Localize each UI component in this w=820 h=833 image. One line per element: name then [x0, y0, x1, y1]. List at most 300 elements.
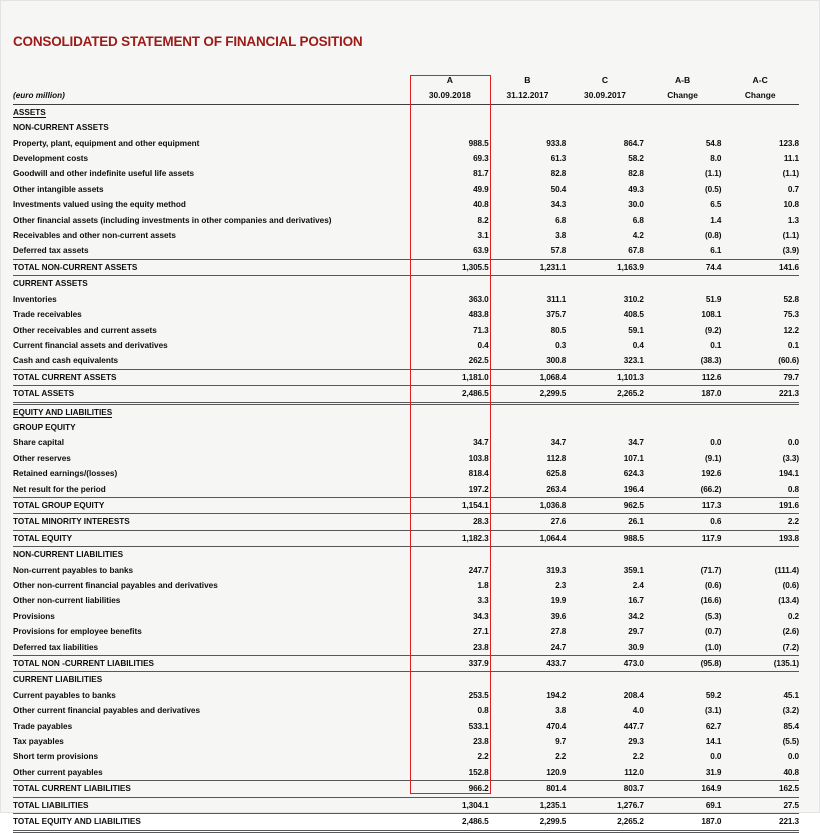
table-row	[13, 497, 799, 513]
row-value	[411, 420, 489, 435]
row-value: 63.9	[473, 246, 489, 256]
row-value: 0.1	[710, 340, 722, 350]
row-value	[644, 276, 722, 292]
table-row	[13, 578, 799, 593]
table-row	[13, 624, 799, 639]
row-value: 1.8	[477, 581, 489, 590]
table-row	[13, 656, 799, 672]
row-value: 2.2	[721, 514, 799, 530]
row-value: 3.8	[555, 706, 567, 716]
row-value: 408.5	[623, 310, 644, 320]
row-value: 80.5	[550, 325, 567, 335]
row-label: Other intangible assets	[13, 184, 104, 194]
row-value: 123.8	[779, 138, 799, 148]
row-value: 30.0	[628, 200, 644, 210]
row-value	[721, 547, 799, 563]
row-value	[566, 547, 644, 563]
row-value	[721, 120, 799, 135]
table-row	[13, 104, 799, 120]
row-value: 191.6	[721, 497, 799, 513]
row-value: 864.7	[623, 138, 644, 148]
table-row	[13, 451, 799, 466]
header-code-a: A	[446, 75, 453, 85]
table-row	[13, 213, 799, 228]
row-value: 34.7	[473, 438, 489, 448]
row-label: Other non-current financial payables and derivatives	[13, 581, 218, 590]
table-row	[13, 640, 799, 656]
row-value: 988.5	[566, 530, 644, 546]
table-row	[13, 466, 799, 481]
row-value: 1,182.3	[411, 530, 489, 546]
row-value: 71.3	[473, 325, 489, 335]
row-value: 27.8	[550, 627, 567, 637]
row-value: 3.8	[555, 231, 567, 241]
row-value: 27.6	[489, 514, 567, 530]
row-value: 2,265.2	[566, 814, 644, 831]
row-value: 323.1	[623, 356, 644, 366]
row-value: 1.4	[710, 215, 722, 225]
row-label: Development costs	[13, 154, 89, 164]
row-label: Other non-current liabilities	[13, 596, 121, 606]
row-value: 0.3	[555, 340, 567, 350]
row-value: 49.9	[473, 184, 489, 194]
row-value: 533.1	[468, 721, 489, 731]
row-label	[13, 403, 411, 420]
row-label-text: EQUITY AND LIABILITIES	[13, 407, 113, 417]
row-value	[644, 672, 722, 688]
row-value: 85.4	[783, 721, 799, 731]
row-value: (95.8)	[644, 656, 722, 672]
row-value: 3.1	[477, 231, 489, 241]
row-value	[721, 420, 799, 435]
row-label: TOTAL MINORITY INTERESTS	[13, 514, 411, 530]
row-value: 40.8	[473, 200, 489, 210]
row-value: 1,101.3	[566, 369, 644, 385]
row-value: 24.7	[550, 642, 567, 652]
row-label: Provisions	[13, 611, 55, 621]
table-row	[13, 136, 799, 151]
row-value: (3.9)	[782, 246, 799, 256]
row-value: (16.6)	[700, 596, 722, 606]
row-value: 16.7	[628, 596, 644, 606]
row-label: Current payables to banks	[13, 690, 116, 700]
row-value: (60.6)	[778, 356, 799, 366]
row-value: 310.2	[623, 294, 644, 304]
row-value: 34.7	[628, 438, 644, 448]
row-value: 193.8	[721, 530, 799, 546]
row-value: 62.7	[705, 721, 722, 731]
table-row	[13, 781, 799, 797]
row-value	[566, 276, 644, 292]
row-value: 194.2	[546, 690, 567, 700]
row-value: 196.4	[623, 484, 644, 494]
row-label: Other current payables	[13, 767, 103, 777]
row-value	[411, 547, 489, 563]
table-row	[13, 228, 799, 243]
row-value: 1,068.4	[489, 369, 567, 385]
row-value: 29.3	[628, 737, 644, 747]
row-value: 26.1	[566, 514, 644, 530]
row-value: 2.3	[555, 581, 567, 590]
row-value: 933.8	[546, 138, 567, 148]
row-label: Deferred tax liabilities	[13, 642, 99, 652]
row-value: 0.4	[477, 340, 489, 350]
row-label: Non-current payables to banks	[13, 565, 134, 575]
row-value	[489, 672, 567, 688]
header-code-c: C	[601, 75, 609, 85]
row-label: CURRENT LIABILITIES	[13, 675, 103, 685]
unit-label: (euro million)	[13, 88, 411, 104]
row-value: (3.1)	[705, 706, 722, 716]
row-value: 28.3	[411, 514, 489, 530]
row-value: 962.5	[566, 497, 644, 513]
row-value: 0.0	[710, 752, 722, 762]
row-value: 0.2	[787, 611, 799, 621]
row-value	[721, 104, 799, 120]
row-value: 8.0	[710, 154, 722, 164]
row-value: 625.8	[546, 469, 567, 479]
row-value: 253.5	[468, 690, 489, 700]
row-value: 2.2	[555, 752, 567, 762]
row-value: 112.6	[644, 369, 722, 385]
row-label: TOTAL CURRENT ASSETS	[13, 369, 411, 385]
table-row	[13, 609, 799, 624]
row-value: 1,231.1	[489, 259, 567, 275]
table-row	[13, 369, 799, 385]
table-row	[13, 749, 799, 764]
row-label	[13, 104, 411, 120]
row-value: 818.4	[468, 469, 489, 479]
row-value: 152.8	[468, 767, 489, 777]
row-value: 192.6	[701, 469, 722, 479]
row-value: (5.5)	[782, 737, 799, 747]
row-value: 966.2	[411, 781, 489, 797]
row-value: 74.4	[644, 259, 722, 275]
row-value: 34.2	[628, 611, 644, 621]
row-value	[489, 403, 567, 420]
row-value: (3.3)	[782, 453, 799, 463]
row-value: 40.8	[783, 767, 799, 777]
table-row	[13, 765, 799, 781]
row-value: 54.8	[705, 138, 722, 148]
row-value: 29.7	[628, 627, 644, 637]
row-value: (0.5)	[705, 184, 722, 194]
row-value: 0.0	[787, 438, 799, 448]
row-value	[411, 276, 489, 292]
header-date-a: 30.09.2018	[411, 88, 489, 104]
row-value: 81.7	[473, 169, 489, 179]
row-value: 3.3	[477, 596, 489, 606]
table-row	[13, 276, 799, 292]
row-value: 112.8	[546, 453, 567, 463]
row-value: 2,486.5	[411, 814, 489, 831]
table-row	[13, 593, 799, 608]
row-value: 39.6	[550, 611, 567, 621]
table-row	[13, 353, 799, 369]
table-row	[13, 403, 799, 420]
row-value: 624.3	[623, 469, 644, 479]
row-value: 337.9	[411, 656, 489, 672]
row-value: 483.8	[468, 310, 489, 320]
row-value: (0.7)	[705, 627, 722, 637]
row-label: GROUP EQUITY	[13, 422, 76, 432]
row-value: (13.4)	[778, 596, 799, 606]
row-value: (0.8)	[705, 231, 722, 241]
row-value: (1.1)	[705, 169, 722, 179]
header-code-row	[13, 73, 799, 88]
row-value: 117.9	[644, 530, 722, 546]
row-value: 34.3	[550, 200, 567, 210]
row-value: 103.8	[468, 453, 489, 463]
row-value: 0.8	[477, 706, 489, 716]
row-label: Inventories	[13, 294, 57, 304]
table-row	[13, 420, 799, 435]
table-row	[13, 814, 799, 831]
row-label: Cash and cash equivalents	[13, 356, 119, 366]
row-label: TOTAL EQUITY	[13, 530, 411, 546]
row-value	[644, 120, 722, 135]
row-value: 120.9	[546, 767, 567, 777]
table-row	[13, 530, 799, 546]
row-value: (9.2)	[705, 325, 722, 335]
row-value: 433.7	[489, 656, 567, 672]
row-value: 2,265.2	[566, 386, 644, 403]
row-value: 57.8	[550, 246, 567, 256]
row-value: (135.1)	[721, 656, 799, 672]
row-label: Retained earnings/(losses)	[13, 469, 118, 479]
row-value: (3.2)	[782, 706, 799, 716]
row-value: 82.8	[550, 169, 567, 179]
row-value: 12.2	[783, 325, 799, 335]
row-value	[489, 120, 567, 135]
row-value: 11.1	[783, 154, 799, 164]
row-value: 1,304.1	[411, 797, 489, 813]
row-value: 34.3	[473, 611, 489, 621]
row-value	[566, 420, 644, 435]
row-value: 10.8	[783, 200, 799, 210]
row-label: Receivables and other non-current assets	[13, 231, 176, 241]
header-date-c: 30.09.2017	[566, 88, 644, 104]
row-value	[721, 672, 799, 688]
row-value: (9.1)	[705, 453, 722, 463]
row-value: 27.1	[473, 627, 489, 637]
row-value: 2,299.5	[489, 814, 567, 831]
row-value	[411, 120, 489, 135]
row-label: TOTAL GROUP EQUITY	[13, 497, 411, 513]
row-value: 108.1	[701, 310, 722, 320]
row-label: Investments valued using the equity method	[13, 200, 186, 210]
row-value: (1.1)	[782, 169, 799, 179]
row-value: 311.1	[546, 294, 567, 304]
table-header	[13, 73, 799, 104]
row-value	[566, 104, 644, 120]
row-label: Other financial assets (including investments in other companies and derivatives)	[13, 215, 332, 225]
row-value: (5.3)	[705, 611, 722, 621]
row-value: 473.0	[566, 656, 644, 672]
header-code-b: B	[524, 75, 531, 85]
row-value: (7.2)	[782, 642, 799, 652]
row-value: 801.4	[489, 781, 567, 797]
table-row	[13, 259, 799, 275]
row-value: 58.2	[628, 154, 644, 164]
table-row	[13, 120, 799, 135]
row-value	[489, 104, 567, 120]
row-value: 221.3	[721, 386, 799, 403]
table-body	[13, 104, 799, 831]
row-label: Other current financial payables and derivatives	[13, 706, 201, 716]
table-row	[13, 151, 799, 166]
row-label: Share capital	[13, 438, 64, 448]
row-value: 0.7	[787, 184, 799, 194]
page-title: CONSOLIDATED STATEMENT OF FINANCIAL POSITION	[13, 34, 363, 49]
row-value: 803.7	[566, 781, 644, 797]
row-value: (0.6)	[705, 581, 722, 590]
header-date-b: 31.12.2017	[489, 88, 567, 104]
row-value: (1.1)	[782, 231, 799, 241]
header-code-blank	[13, 73, 411, 88]
row-value: 0.0	[787, 752, 799, 762]
row-label: Trade payables	[13, 721, 73, 731]
row-label: TOTAL NON -CURRENT LIABILITIES	[13, 656, 411, 672]
row-value: 319.3	[546, 565, 567, 575]
row-value	[489, 276, 567, 292]
row-label: Trade receivables	[13, 310, 82, 320]
row-value: 447.7	[623, 721, 644, 731]
row-value: 263.4	[546, 484, 567, 494]
row-value: 0.8	[787, 484, 799, 494]
row-value: 1,154.1	[411, 497, 489, 513]
row-value: 69.1	[644, 797, 722, 813]
header-code-a-c: A-C	[752, 75, 768, 85]
row-label: Short term provisions	[13, 752, 99, 762]
row-value: 6.8	[632, 215, 644, 225]
row-value: 187.0	[644, 386, 722, 403]
row-value: 31.9	[705, 767, 722, 777]
row-label: Net result for the period	[13, 484, 106, 494]
row-value	[644, 104, 722, 120]
row-value: 45.1	[783, 690, 799, 700]
financial-position-table	[13, 73, 799, 833]
row-value: 164.9	[644, 781, 722, 797]
row-label: TOTAL LIABILITIES	[13, 797, 411, 813]
row-value: 14.1	[705, 737, 722, 747]
row-value	[721, 276, 799, 292]
row-label: TOTAL ASSETS	[13, 386, 411, 403]
table-row	[13, 435, 799, 450]
row-value: 82.8	[628, 169, 644, 179]
row-value: 1,235.1	[489, 797, 567, 813]
row-value: 359.1	[623, 565, 644, 575]
row-value: 375.7	[546, 310, 567, 320]
row-value: 221.3	[721, 814, 799, 831]
row-value: 59.1	[628, 325, 644, 335]
row-label: Tax payables	[13, 737, 64, 747]
row-value: 1.3	[787, 215, 799, 225]
row-value: 470.4	[546, 721, 567, 731]
row-value: 247.7	[468, 565, 489, 575]
row-value: (0.6)	[782, 581, 799, 590]
row-value: 1,305.5	[411, 259, 489, 275]
row-value	[411, 672, 489, 688]
row-value: 187.0	[644, 814, 722, 831]
row-value: 34.7	[550, 438, 567, 448]
row-value: 50.4	[550, 184, 567, 194]
table-row	[13, 703, 799, 718]
row-value: 2.2	[632, 752, 644, 762]
row-value: 2,299.5	[489, 386, 567, 403]
table-row	[13, 482, 799, 498]
row-label: NON-CURRENT ASSETS	[13, 123, 109, 133]
table-row	[13, 514, 799, 530]
row-value: 117.3	[644, 497, 722, 513]
row-label: TOTAL EQUITY AND LIABILITIES	[13, 814, 411, 831]
row-value: 2,486.5	[411, 386, 489, 403]
row-value: (1.0)	[705, 642, 722, 652]
row-value: 59.2	[705, 690, 722, 700]
table-row	[13, 243, 799, 259]
row-value: 141.6	[721, 259, 799, 275]
row-value: 0.4	[632, 340, 644, 350]
row-value: 67.8	[628, 246, 644, 256]
row-value: 162.5	[721, 781, 799, 797]
row-value: 6.8	[555, 215, 567, 225]
table-row	[13, 719, 799, 734]
row-value: 23.8	[473, 737, 489, 747]
row-value	[411, 104, 489, 120]
row-value: 4.0	[632, 706, 644, 716]
table-row	[13, 797, 799, 813]
header-change-a-c: Change	[721, 88, 799, 104]
row-label: Other reserves	[13, 453, 71, 463]
row-value	[489, 420, 567, 435]
row-label: Property, plant, equipment and other equipment	[13, 138, 200, 148]
row-value: 1,064.4	[489, 530, 567, 546]
table-row	[13, 688, 799, 703]
row-label: Goodwill and other indefinite useful life assets	[13, 169, 195, 179]
row-value: 6.5	[710, 200, 722, 210]
row-label: Current financial assets and derivatives	[13, 340, 168, 350]
row-value: 112.0	[624, 767, 644, 777]
row-value: 51.9	[705, 294, 722, 304]
table-row	[13, 182, 799, 197]
row-value	[489, 547, 567, 563]
row-value: 75.3	[783, 310, 799, 320]
header-change-a-b: Change	[644, 88, 722, 104]
row-value: 107.1	[623, 453, 644, 463]
table-row	[13, 672, 799, 688]
row-value: (71.7)	[700, 565, 722, 575]
row-value: 4.2	[632, 231, 644, 241]
row-value: 300.8	[546, 356, 567, 366]
row-value: 52.8	[783, 294, 799, 304]
row-value: 69.3	[473, 154, 489, 164]
row-value: 30.9	[628, 642, 644, 652]
row-value: (38.3)	[700, 356, 722, 366]
row-value: 6.1	[710, 246, 722, 256]
row-value: 0.6	[644, 514, 722, 530]
row-value: 23.8	[473, 642, 489, 652]
row-value: 262.5	[468, 356, 489, 366]
row-value	[644, 403, 722, 420]
table-row	[13, 166, 799, 181]
table-row	[13, 197, 799, 212]
row-value: 363.0	[468, 294, 489, 304]
row-value: 2.2	[477, 752, 489, 762]
table-row	[13, 734, 799, 749]
row-value: 0.0	[710, 438, 722, 448]
row-label: TOTAL CURRENT LIABILITIES	[13, 781, 411, 797]
row-value: 988.5	[468, 138, 489, 148]
